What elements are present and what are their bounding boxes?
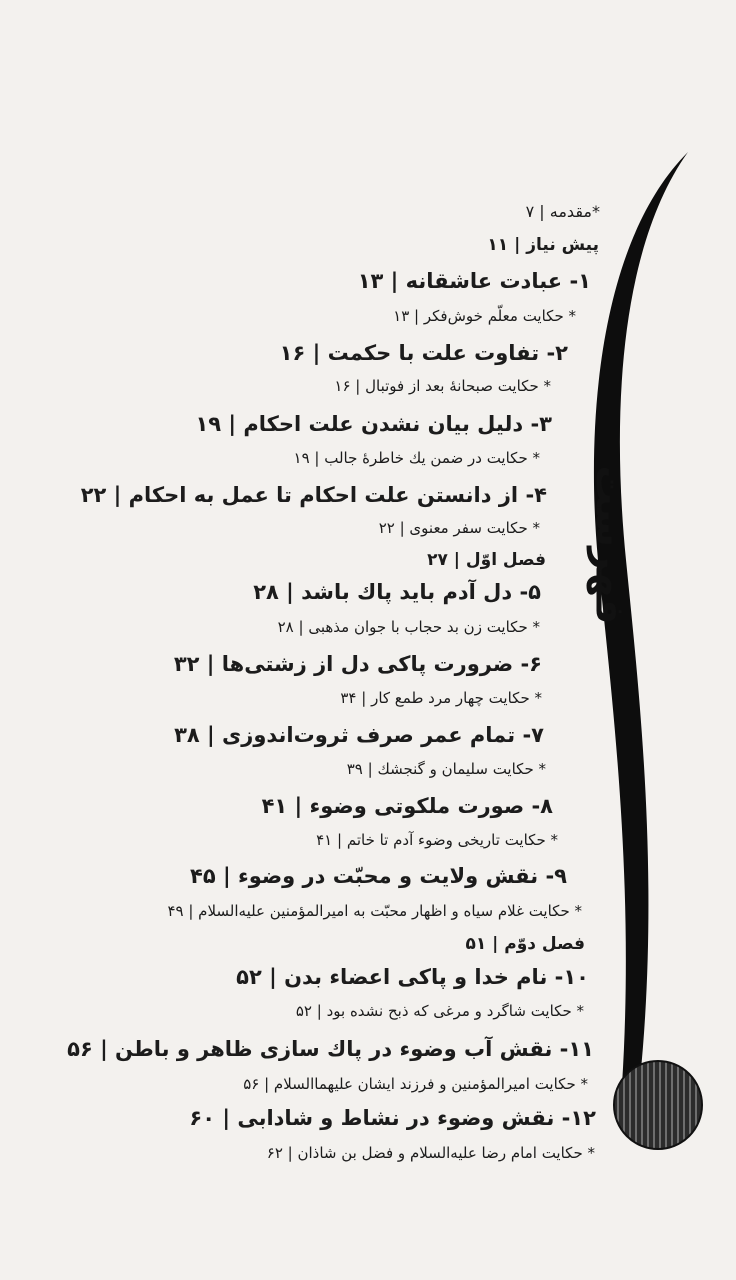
toc-chapter: ۱- عبادت عاشقانه | ۱۳ — [357, 269, 591, 293]
toc-story: * حکایت تاریخی وضوء آدم تا خاتم | ۴۱ — [316, 831, 558, 849]
toc-chapter: ۱۲- نقش وضوء در نشاط و شادابی | ۶۰ — [189, 1106, 596, 1130]
toc-chapter: ۳- دلیل بیان نشدن علت احکام | ۱۹ — [195, 412, 552, 436]
toc-chapter: ۹- نقش ولایت و محبّت در وضوء | ۴۵ — [190, 864, 567, 888]
toc-title — [580, 455, 640, 635]
toc-story: * حکایت در ضمن یك خاطرهٔ جالب | ۱۹ — [293, 449, 540, 467]
toc-story: * حکایت چهار مرد طمع کار | ۳۴ — [340, 689, 542, 707]
toc-chapter: ۸- صورت ملکوتی وضوء | ۴۱ — [261, 794, 553, 818]
toc-section: پیش نیاز | ۱۱ — [487, 235, 599, 255]
toc-story: * حکایت غلام سیاه و اظهار محبّت به امیرالمؤمنین علیه‌السلام | ۴۹ — [167, 902, 582, 920]
toc-section: فصل اوّل | ۲۷ — [427, 550, 546, 570]
toc-story: * حکایت شاگرد و مرغی که ذبح نشده بود | ۵۲ — [295, 1002, 584, 1020]
toc-chapter: ۷- تمام عمر صرف ثروت‌اندوزی | ۳۸ — [174, 723, 544, 747]
toc-story: * حکایت امام رضا علیه‌السلام و فضل بن شاذان | ۶۲ — [266, 1144, 595, 1162]
toc-chapter: ۵- دل آدم باید پاك باشد | ۲۸ — [253, 580, 541, 604]
toc-chapter: ۴- از دانستن علت احکام تا عمل به احکام | ۲۲ — [80, 483, 547, 507]
toc-intro: *مقدمه | ۷ — [525, 202, 600, 221]
toc-story: * حکایت زن بد حجاب با جوان مذهبی | ۲۸ — [277, 618, 540, 636]
toc-story: * حکایت امیرالمؤمنین و فرزند ایشان علیهما‌السلام | ۵۶ — [243, 1075, 588, 1093]
toc-chapter: ۲- تفاوت علت با حکمت | ۱۶ — [279, 341, 568, 365]
toc-story: * حکایت سفر معنوی | ۲۲ — [378, 519, 540, 537]
toc-story: * حکایت صبحانهٔ بعد از فوتبال | ۱۶ — [334, 377, 551, 395]
toc-story: * حکایت سلیمان و گنجشك | ۳۹ — [346, 760, 546, 778]
toc-chapter: ۶- ضرورت پاکی دل از زشتی‌ها | ۳۲ — [173, 652, 542, 676]
toc-chapter: ۱۰- نام خدا و پاکی اعضاء بدن | ۵۲ — [236, 965, 589, 989]
toc-story: * حکایت معلّم خوش‌فکر | ۱۳ — [393, 307, 576, 325]
toc-chapter: ۱۱- نقش آب وضوء در پاك سازی ظاهر و باطن | ۵۶ — [67, 1037, 594, 1061]
toc-section: فصل دوّم | ۵۱ — [465, 934, 585, 954]
toc-title-text: فهرست — [587, 465, 634, 625]
